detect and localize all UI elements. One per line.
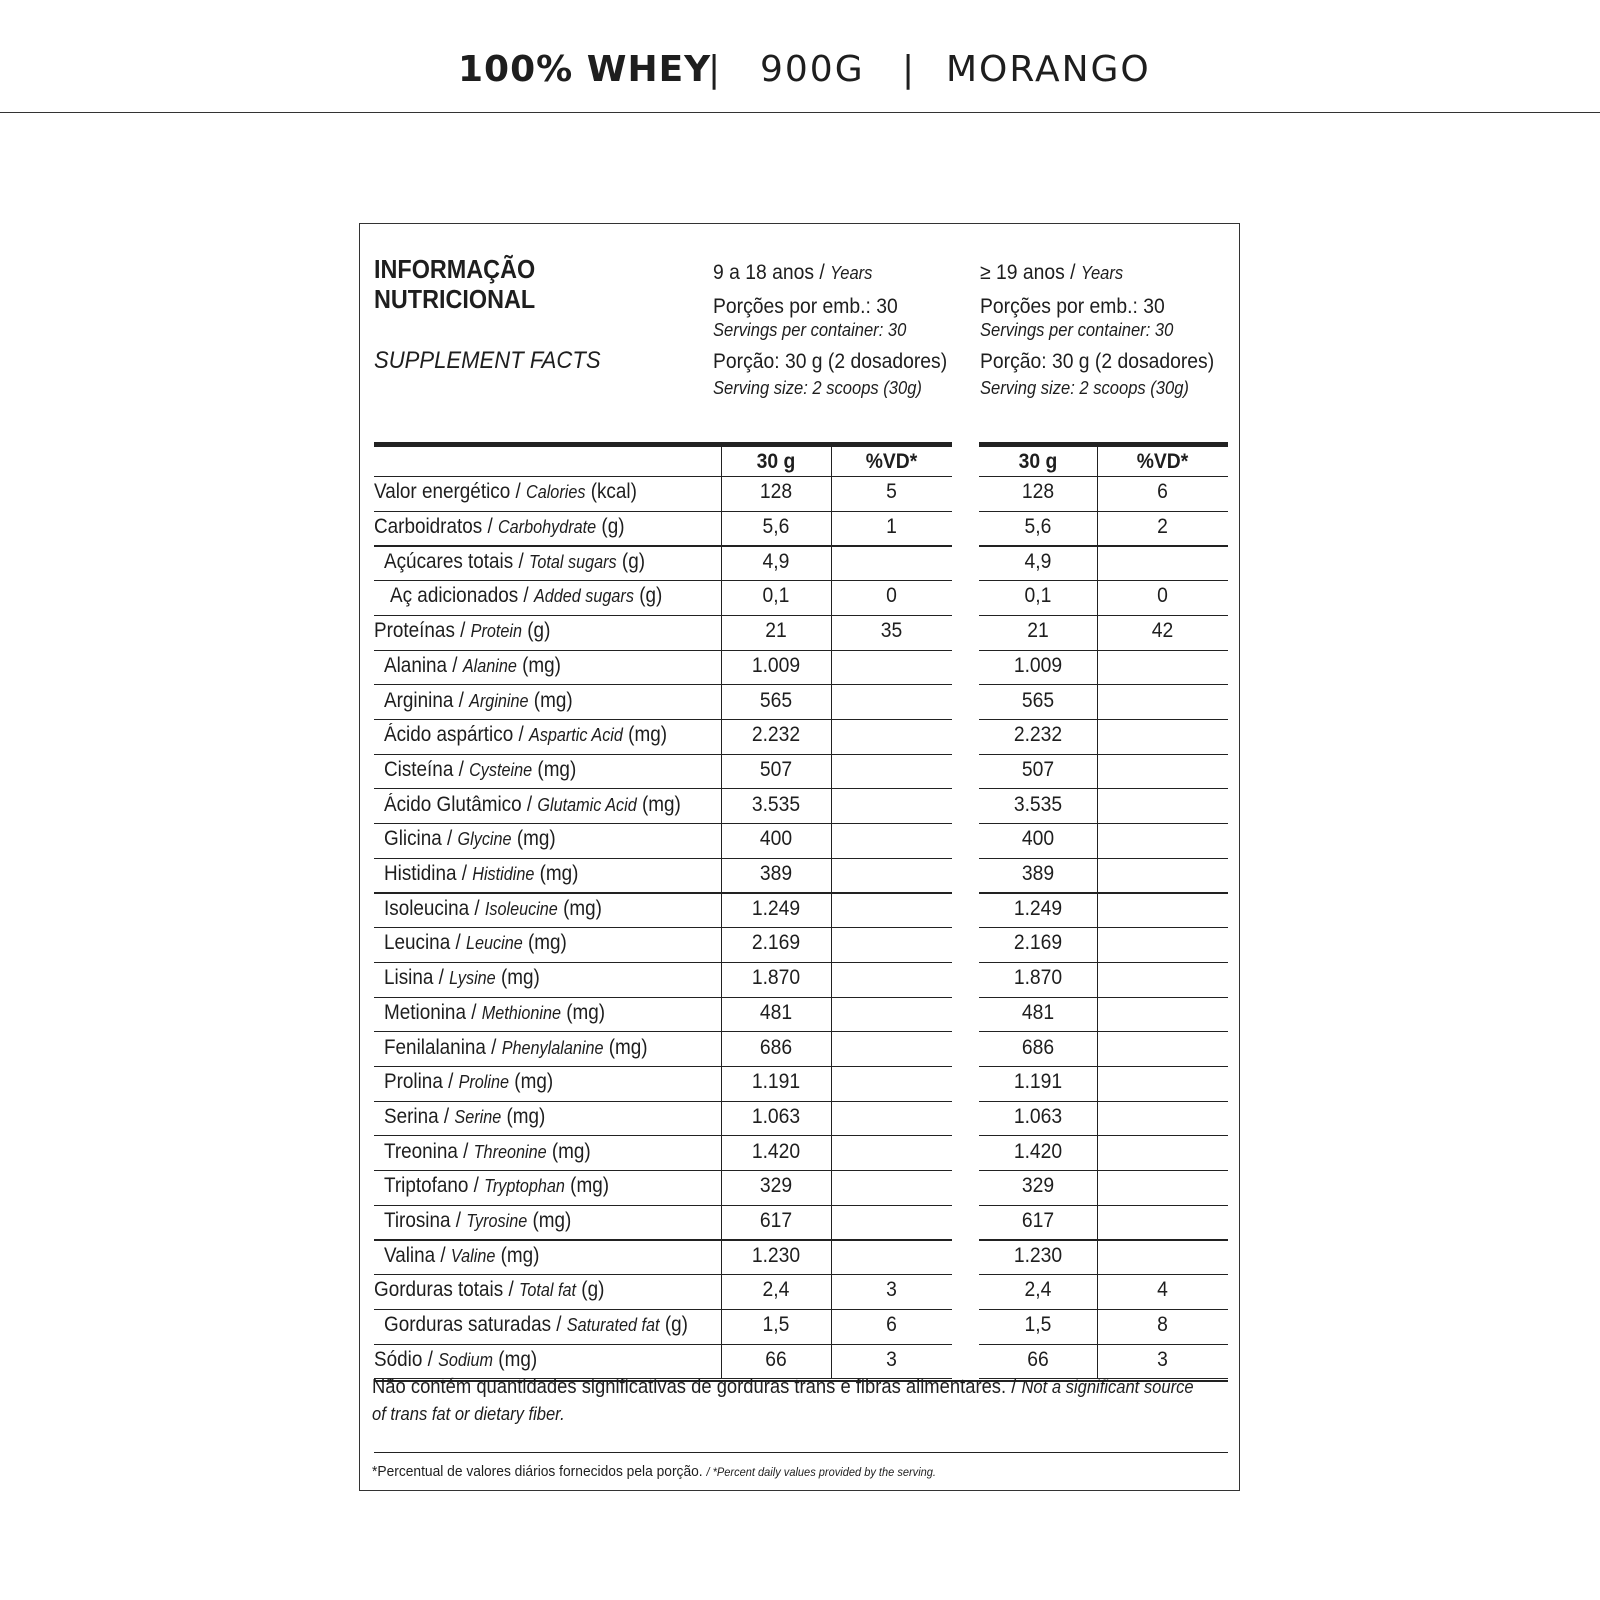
amount-value: 1,5 — [1024, 1313, 1052, 1337]
nutrient-name: Treonina / — [384, 1139, 469, 1163]
amount-value: 389 — [1021, 862, 1055, 886]
amount-value: 66 — [1027, 1347, 1049, 1371]
amount-value: 66 — [765, 1347, 787, 1371]
nutrient-name: Glicina / — [384, 827, 453, 851]
nutrient-unit: (mg) — [628, 723, 668, 747]
amount-value: 0,1 — [762, 584, 790, 608]
footnote-en-cont: of trans fat or dietary fiber. — [372, 1404, 565, 1424]
row-rule — [374, 858, 952, 859]
nutrient-label — [384, 759, 576, 780]
amount-value: 128 — [1021, 480, 1055, 504]
nutrient-unit: (mg) — [516, 827, 556, 851]
row-rule — [979, 1101, 1228, 1102]
nutrient-name-en: Valine — [450, 1245, 496, 1266]
nutrient-name-en: Tyrosine — [466, 1211, 528, 1232]
nutrient-name-en: Added sugars — [533, 586, 634, 607]
nutrient-label — [384, 898, 602, 919]
nutrient-name: Valina / — [384, 1243, 446, 1267]
product-flavor: MORANGO — [946, 49, 1151, 90]
amount-value: 1,5 — [762, 1313, 790, 1337]
row-rule — [374, 1205, 952, 1206]
dv-value: 8 — [1157, 1313, 1168, 1337]
amount-value: 329 — [1021, 1174, 1055, 1198]
nutrient-name: Ácido Glutâmico / — [384, 792, 533, 816]
row-rule — [374, 580, 952, 581]
nutrient-unit: (g) — [601, 515, 625, 539]
amount-value: 507 — [1021, 757, 1055, 781]
row-rule — [979, 1031, 1228, 1032]
nutrient-label — [384, 1141, 591, 1162]
nutrient-label — [384, 1314, 688, 1335]
nutrient-label — [384, 794, 681, 815]
amount-value: 1.870 — [751, 966, 801, 990]
nutrient-name-en: Total sugars — [528, 551, 617, 572]
age-range-en: Years — [1080, 263, 1124, 283]
nutrient-unit: (g) — [581, 1278, 605, 1302]
nutrient-unit: (mg) — [641, 792, 681, 816]
amount-value: 1.063 — [751, 1104, 801, 1128]
age-range: 9 a 18 anos / — [713, 261, 825, 284]
nutrient-name-en: Protein — [470, 621, 523, 642]
nutrient-name: Sódio / — [374, 1347, 433, 1371]
nutrient-name-en: Alanine — [462, 655, 517, 676]
nutrient-name-en: Carbohydrate — [497, 517, 597, 538]
nutrient-label — [384, 863, 578, 884]
row-rule — [979, 927, 1228, 928]
row-rule — [979, 615, 1228, 616]
dv-value: 6 — [1157, 480, 1168, 504]
column-header: %VD* — [1136, 450, 1189, 473]
nutrient-name-en: Histidine — [472, 864, 535, 885]
nutrient-unit: (mg) — [566, 1000, 606, 1024]
nutrient-name-en: Isoleucine — [484, 898, 558, 919]
nutrient-label — [374, 481, 637, 502]
nutrient-name: Prolina / — [384, 1070, 454, 1094]
row-rule — [374, 1031, 952, 1032]
row-rule — [979, 823, 1228, 824]
nutrient-label — [384, 724, 667, 745]
amount-value: 400 — [1021, 827, 1055, 851]
amount-value: 389 — [759, 862, 793, 886]
nutrient-unit: (mg) — [532, 1209, 572, 1233]
dv-value: 0 — [1157, 584, 1168, 608]
nutrient-name-en: Tryptophan — [484, 1176, 565, 1197]
nutrient-label — [374, 1279, 604, 1300]
nutrient-name: Gorduras saturadas / — [384, 1313, 562, 1337]
nutrient-unit: (mg) — [500, 1243, 540, 1267]
age-range: ≥ 19 anos / — [980, 261, 1076, 284]
row-rule — [979, 1170, 1228, 1171]
age-group-label — [980, 262, 1123, 283]
nutrient-name-en: Glutamic Acid — [537, 794, 637, 815]
nutrient-name: Metionina / — [384, 1000, 477, 1024]
header-separator: | — [708, 49, 723, 90]
amount-value: 617 — [759, 1209, 793, 1233]
nutrient-unit: (mg) — [539, 862, 579, 886]
nutrient-label — [384, 932, 567, 953]
amount-value: 21 — [1027, 619, 1049, 643]
row-rule — [374, 823, 952, 824]
nutrient-name: Triptofano / — [384, 1174, 479, 1198]
footnote-pt: Não contém quantidades significativas de gorduras trans e fibras alimentares. / — [372, 1376, 1017, 1398]
row-rule — [374, 788, 952, 789]
nutrient-name-en: Total fat — [518, 1280, 577, 1301]
row-rule — [374, 1135, 952, 1136]
row-rule — [374, 1101, 952, 1102]
table-top-rule — [374, 442, 952, 447]
row-rule — [979, 788, 1228, 789]
row-rule — [979, 858, 1228, 859]
servings-per-container: Porções por emb.: 30 — [713, 295, 898, 318]
nutrient-name: Isoleucina / — [384, 896, 480, 920]
row-rule — [979, 1344, 1228, 1345]
panel-title-line2: NUTRICIONAL — [374, 284, 536, 314]
amount-value: 1.420 — [1013, 1139, 1063, 1163]
row-rule — [979, 1239, 1228, 1240]
table-top-rule — [979, 442, 1228, 447]
nutrient-name-en: Serine — [454, 1106, 502, 1127]
row-rule — [374, 545, 952, 546]
amount-value: 5,6 — [762, 515, 790, 539]
servings-per-container-en: Servings per container: 30 — [980, 320, 1174, 340]
nutrient-name: Histidina / — [384, 862, 467, 886]
dv-value: 1 — [886, 515, 897, 539]
dv-note-pt: *Percentual de valores diários fornecidos pela porção. — [372, 1463, 703, 1480]
amount-value: 5,6 — [1024, 515, 1052, 539]
nutrient-name: Cisteína / — [384, 757, 464, 781]
nutrient-name-en: Aspartic Acid — [528, 725, 623, 746]
row-rule — [374, 1274, 952, 1275]
amount-value: 1.063 — [1013, 1104, 1063, 1128]
nutrient-unit: (kcal) — [590, 480, 637, 504]
amount-value: 565 — [1021, 688, 1055, 712]
nutrient-name-en: Leucine — [465, 933, 523, 954]
row-rule — [979, 545, 1228, 546]
nutrient-name-en: Arginine — [469, 690, 529, 711]
row-rule — [374, 927, 952, 928]
nutrient-unit: (g) — [664, 1313, 688, 1337]
row-rule — [979, 1135, 1228, 1136]
amount-value: 1.870 — [1013, 966, 1063, 990]
amount-value: 686 — [759, 1035, 793, 1059]
nutrient-label — [384, 1071, 553, 1092]
nutrient-name-en: Cysteine — [469, 759, 533, 780]
dv-note-en: / *Percent daily values provided by the serving. — [706, 1465, 936, 1479]
row-rule — [979, 1205, 1228, 1206]
nutrient-unit: (mg) — [537, 757, 577, 781]
row-rule — [979, 684, 1228, 685]
nutrient-unit: (mg) — [498, 1347, 538, 1371]
amount-value: 1.230 — [751, 1243, 801, 1267]
age-group-label — [713, 262, 872, 283]
serving-size: Porção: 30 g (2 dosadores) — [713, 350, 948, 373]
nutrient-label — [374, 620, 550, 641]
nutrient-name: Aç adicionados / — [390, 584, 529, 608]
row-rule — [374, 1170, 952, 1171]
nutrient-unit: (mg) — [533, 688, 573, 712]
nutrient-label — [384, 1245, 539, 1266]
row-rule — [374, 1239, 952, 1240]
amount-value: 1.249 — [751, 896, 801, 920]
nutrition-panel — [359, 223, 1240, 1491]
nutrient-label — [384, 828, 556, 849]
row-rule — [979, 892, 1228, 893]
row-rule — [979, 754, 1228, 755]
amount-value: 2.169 — [1013, 931, 1063, 955]
nutrient-label — [384, 1002, 605, 1023]
amount-value: 128 — [759, 480, 793, 504]
row-rule — [374, 1066, 952, 1067]
row-rule — [374, 1309, 952, 1310]
nutrient-name-en: Phenylalanine — [501, 1037, 604, 1058]
row-rule — [374, 615, 952, 616]
row-rule — [374, 650, 952, 651]
nutrient-name: Leucina / — [384, 931, 461, 955]
trans-fat-footnote — [372, 1374, 1194, 1428]
amount-value: 2.169 — [751, 931, 801, 955]
amount-value: 2,4 — [1024, 1278, 1052, 1302]
product-weight: 900G — [760, 49, 865, 90]
nutrient-name-en: Threonine — [473, 1141, 547, 1162]
amount-value: 1.230 — [1013, 1243, 1063, 1267]
nutrient-name: Ácido aspártico / — [384, 723, 524, 747]
row-rule — [979, 962, 1228, 963]
nutrient-name: Fenilalanina / — [384, 1035, 497, 1059]
amount-value: 507 — [759, 757, 793, 781]
nutrient-unit: (mg) — [500, 966, 540, 990]
panel-title-line1: INFORMAÇÃO — [374, 254, 536, 284]
row-rule — [374, 892, 952, 893]
nutrient-label — [384, 967, 540, 988]
product-name: 100% WHEY — [458, 49, 712, 90]
amount-value: 4,9 — [762, 549, 790, 573]
amount-value: 481 — [759, 1000, 793, 1024]
amount-value: 3.535 — [1013, 792, 1063, 816]
nutrient-name: Carboidratos / — [374, 515, 493, 539]
nutrient-unit: (g) — [527, 619, 551, 643]
nutrient-unit: (mg) — [522, 653, 561, 677]
nutrient-name: Açúcares totais / — [384, 549, 524, 573]
row-rule — [374, 1344, 952, 1345]
nutrient-unit: (mg) — [506, 1104, 546, 1128]
nutrient-name-en: Calories — [526, 482, 586, 503]
nutrient-unit: (mg) — [563, 896, 602, 920]
nutrient-name-en: Sodium — [438, 1349, 494, 1370]
nutrient-label — [384, 1037, 648, 1058]
row-rule — [374, 684, 952, 685]
nutrient-unit: (mg) — [514, 1070, 554, 1094]
nutrient-name: Tirosina / — [384, 1209, 462, 1233]
nutrient-name-en: Glycine — [457, 829, 512, 850]
amount-value: 329 — [759, 1174, 793, 1198]
dv-value: 6 — [886, 1313, 897, 1337]
header-separator: | — [902, 49, 917, 90]
row-rule — [979, 1309, 1228, 1310]
serving-size-en: Serving size: 2 scoops (30g) — [713, 378, 922, 398]
nutrient-label — [384, 655, 561, 676]
amount-value: 481 — [1021, 1000, 1055, 1024]
footnote-en: Not a significant source — [1021, 1377, 1194, 1397]
nutrient-unit: (g) — [639, 584, 663, 608]
servings-per-container: Porções por emb.: 30 — [980, 295, 1165, 318]
dv-value: 42 — [1151, 619, 1174, 643]
amount-value: 2.232 — [1013, 723, 1063, 747]
nutrient-label — [390, 585, 662, 606]
amount-value: 617 — [1021, 1209, 1055, 1233]
amount-value: 1.009 — [1013, 653, 1063, 677]
nutrient-unit: (mg) — [570, 1174, 610, 1198]
nutrient-label — [374, 1349, 537, 1370]
row-rule — [979, 580, 1228, 581]
row-rule — [374, 754, 952, 755]
nutrient-name-en: Lysine — [449, 968, 496, 989]
nutrient-name: Alanina / — [384, 653, 458, 677]
row-rule — [374, 962, 952, 963]
nutrient-label — [384, 551, 645, 572]
nutrient-label — [384, 1210, 571, 1231]
amount-value: 0,1 — [1024, 584, 1052, 608]
row-rule — [979, 511, 1228, 512]
amount-value: 400 — [759, 827, 793, 851]
amount-value: 1.249 — [1013, 896, 1063, 920]
dv-value: 35 — [880, 619, 903, 643]
row-rule — [374, 511, 952, 512]
row-rule — [374, 997, 952, 998]
dv-value: 0 — [886, 584, 897, 608]
nutrient-label — [384, 1175, 609, 1196]
dv-value: 3 — [1157, 1347, 1168, 1371]
age-range-en: Years — [830, 263, 873, 283]
amount-value: 565 — [759, 688, 793, 712]
amount-value: 686 — [1021, 1035, 1055, 1059]
nutrient-name: Lisina / — [384, 966, 444, 990]
row-rule — [979, 997, 1228, 998]
header-rule — [979, 476, 1228, 477]
row-rule — [979, 719, 1228, 720]
amount-value: 2.232 — [751, 723, 801, 747]
nutrient-label — [374, 516, 625, 537]
nutrient-name: Arginina / — [384, 688, 464, 712]
nutrient-unit: (mg) — [527, 931, 567, 955]
row-rule — [374, 719, 952, 720]
amount-value: 1.191 — [1013, 1070, 1063, 1094]
dv-value: 2 — [1157, 515, 1168, 539]
row-rule — [979, 650, 1228, 651]
nutrient-name: Serina / — [384, 1104, 450, 1128]
nutrient-unit: (g) — [621, 549, 645, 573]
amount-value: 1.009 — [751, 653, 801, 677]
nutrient-name-en: Methionine — [481, 1002, 561, 1023]
daily-value-note — [372, 1464, 936, 1479]
serving-size: Porção: 30 g (2 dosadores) — [980, 350, 1215, 373]
nutrient-name-en: Proline — [458, 1072, 510, 1093]
servings-per-container-en: Servings per container: 30 — [713, 320, 907, 340]
nutrient-label — [384, 1106, 545, 1127]
amount-value: 1.420 — [751, 1139, 801, 1163]
header-rule — [374, 476, 952, 477]
row-rule — [979, 1066, 1228, 1067]
dv-value: 3 — [886, 1347, 897, 1371]
amount-value: 1.191 — [751, 1070, 801, 1094]
nutrient-unit: (mg) — [608, 1035, 648, 1059]
amount-value: 3.535 — [751, 792, 801, 816]
amount-value: 2,4 — [762, 1278, 790, 1302]
amount-value: 4,9 — [1024, 549, 1052, 573]
serving-size-en: Serving size: 2 scoops (30g) — [980, 378, 1189, 398]
nutrient-name-en: Saturated fat — [566, 1315, 660, 1336]
panel-subtitle: SUPPLEMENT FACTS — [374, 347, 601, 374]
column-header: %VD* — [865, 450, 918, 473]
nutrient-name: Proteínas / — [374, 619, 466, 643]
nutrient-name: Gorduras totais / — [374, 1278, 514, 1302]
footnote-rule — [374, 1452, 1228, 1453]
nutrient-unit: (mg) — [551, 1139, 591, 1163]
nutrient-name: Valor energético / — [374, 480, 521, 504]
amount-value: 21 — [765, 619, 787, 643]
column-header: 30 g — [1018, 450, 1058, 473]
column-header: 30 g — [756, 450, 796, 473]
dv-value: 5 — [886, 480, 897, 504]
nutrient-label — [384, 690, 573, 711]
dv-value: 4 — [1157, 1278, 1168, 1302]
product-header — [0, 0, 1600, 113]
dv-value: 3 — [886, 1278, 897, 1302]
row-rule — [979, 1274, 1228, 1275]
